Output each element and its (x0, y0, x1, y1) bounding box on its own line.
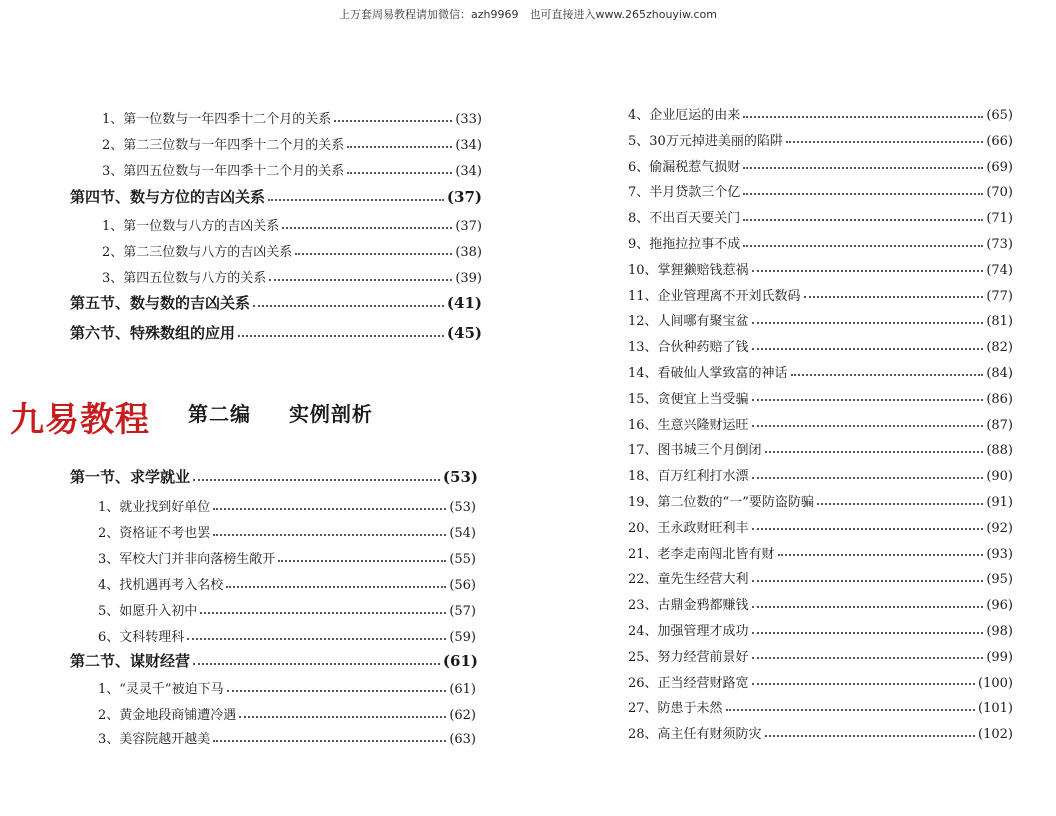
toc-entry-title: 6、文科转理科 (98, 630, 185, 645)
toc-leader-dots (752, 683, 975, 685)
toc-entry-title: 14、看破仙人掌致富的神话 (628, 366, 788, 381)
toc-entry (98, 704, 476, 723)
toc-entry-title: 5、如愿升入初中 (98, 604, 198, 619)
toc-leader-dots (226, 586, 446, 588)
toc-leader-dots (213, 508, 446, 510)
toc-entry (628, 181, 1013, 200)
toc-entry-title: 12、人间哪有聚宝盆 (628, 314, 749, 330)
toc-entry-title: 13、合伙种药赔了钱 (628, 340, 749, 356)
toc-leader-dots (752, 477, 984, 479)
toc-entry-page: (71) (986, 211, 1013, 227)
toc-entry-page: (57) (449, 604, 476, 619)
toc-entry-page: (61) (442, 652, 478, 670)
toc-entry (102, 134, 482, 153)
toc-entry (628, 672, 1013, 691)
toc-entry-page: (33) (455, 112, 482, 127)
toc-entry-title: 第一节、求学就业 (70, 468, 191, 486)
toc-entry-title: 1、第一位数与一年四季十二个月的关系 (102, 112, 332, 127)
toc-leader-dots (193, 479, 440, 481)
toc-entry-title: 23、古鼎金鸦都赚钱 (628, 598, 749, 614)
toc-entry (628, 233, 1013, 252)
toc-entry-title: 9、拖拖拉拉事不成 (628, 237, 741, 252)
toc-entry (628, 620, 1013, 639)
toc-leader-dots (726, 709, 975, 711)
toc-entry-title: 27、防患于未然 (628, 701, 723, 717)
toc-entry (628, 362, 1013, 381)
toc-leader-dots (752, 399, 984, 401)
toc-entry-page: (54) (449, 526, 476, 541)
toc-entry (98, 600, 476, 619)
toc-entry (628, 285, 1013, 304)
toc-entry-page: (37) (455, 219, 482, 234)
toc-entry-title: 10、掌狸獭赔钱惹祸 (628, 262, 749, 278)
toc-entry-page: (63) (449, 732, 476, 747)
toc-entry (98, 548, 476, 567)
toc-entry (628, 130, 1013, 149)
toc-leader-dots (213, 534, 446, 536)
toc-entry-page: (62) (449, 708, 476, 723)
toc-entry-page: (88) (986, 443, 1013, 459)
toc-entry (628, 568, 1013, 587)
toc-leader-dots (238, 335, 444, 337)
toc-leader-dots (282, 227, 452, 229)
toc-entry (102, 241, 482, 260)
toc-entry (98, 522, 476, 541)
toc-leader-dots (752, 322, 984, 324)
toc-leader-dots (752, 528, 984, 530)
toc-entry-page: (98) (986, 624, 1013, 639)
toc-entry (628, 104, 1013, 123)
toc-entry (628, 310, 1013, 329)
toc-entry-page: (69) (986, 159, 1013, 175)
toc-entry-page: (55) (449, 552, 476, 567)
header-banner: 上万套周易教程请加微信：azh9969 也可直接进入www.265zhouyiw.com (339, 8, 717, 21)
toc-leader-dots (786, 141, 983, 143)
toc-entry (628, 517, 1013, 536)
toc-entry (98, 626, 476, 645)
toc-leader-dots (765, 735, 975, 737)
toc-entry (628, 594, 1013, 613)
toc-leader-dots (227, 690, 447, 692)
toc-entry (628, 207, 1013, 226)
toc-leader-dots (752, 348, 984, 350)
part-name: 实例剖析 (288, 402, 373, 426)
toc-entry (102, 267, 482, 286)
toc-entry-title: 1、就业找到好单位 (98, 500, 211, 515)
toc-entry-page: (38) (455, 245, 482, 260)
toc-leader-dots (334, 120, 452, 122)
toc-leader-dots (752, 657, 984, 659)
toc-entry-title: 3、第四五位数与一年四季十二个月的关系 (102, 164, 345, 179)
toc-leader-dots (817, 503, 983, 505)
part-number: 第二编 (188, 402, 251, 426)
toc-leader-dots (804, 296, 984, 298)
toc-entry-page: (90) (986, 469, 1013, 485)
toc-entry (628, 156, 1013, 175)
toc-leader-dots (347, 172, 452, 174)
toc-entry-page: (41) (446, 294, 482, 312)
toc-entry-page: (53) (442, 468, 478, 486)
toc-entry-page: (100) (978, 675, 1013, 691)
toc-leader-dots (253, 305, 444, 307)
toc-entry-page: (74) (986, 262, 1013, 278)
toc-entry-title: 18、百万红利打水漂 (628, 469, 749, 485)
toc-leader-dots (268, 199, 444, 201)
toc-entry-page: (87) (986, 417, 1013, 433)
toc-entry-page: (65) (986, 108, 1013, 123)
toc-leader-dots (743, 219, 983, 221)
toc-entry-title: 第二节、谋财经营 (70, 652, 191, 670)
toc-entry-title: 2、第二三位数与八方的吉凶关系 (102, 245, 293, 260)
toc-entry-page: (34) (455, 138, 482, 153)
toc-leader-dots (193, 663, 440, 665)
toc-entry-page: (101) (978, 701, 1013, 717)
toc-leader-dots (743, 245, 983, 247)
toc-entry (628, 543, 1013, 562)
toc-leader-dots (778, 554, 984, 556)
toc-leader-dots (200, 612, 446, 614)
toc-entry-title: 5、30万元掉进美丽的陷阱 (628, 133, 783, 149)
toc-leader-dots (752, 632, 984, 634)
toc-entry (628, 259, 1013, 278)
watermark-logo: 九易教程 (10, 400, 150, 440)
toc-entry (628, 336, 1013, 355)
toc-leader-dots (752, 606, 984, 608)
toc-entry-page: (96) (986, 598, 1013, 614)
toc-leader-dots (743, 167, 983, 169)
toc-leader-dots (295, 253, 452, 255)
toc-entry (628, 439, 1013, 458)
toc-entry-page: (93) (986, 546, 1013, 562)
toc-entry (70, 322, 482, 343)
toc-entry (98, 574, 476, 593)
toc-entry-page: (73) (986, 237, 1013, 252)
toc-entry-page: (91) (986, 495, 1013, 510)
toc-entry (98, 678, 476, 697)
toc-entry-title: 第六节、特殊数组的应用 (70, 324, 236, 342)
toc-entry (70, 292, 482, 313)
toc-leader-dots (743, 116, 983, 118)
toc-entry-page: (37) (446, 188, 482, 206)
toc-entry-title: 20、王永政财旺利丰 (628, 520, 749, 536)
toc-leader-dots (752, 580, 984, 582)
toc-entry (628, 465, 1013, 484)
toc-entry-title: 25、努力经营前景好 (628, 649, 749, 665)
toc-entry (628, 388, 1013, 407)
toc-entry-page: (59) (449, 630, 476, 645)
toc-entry (70, 650, 478, 671)
toc-entry (628, 414, 1013, 433)
toc-entry-title: 22、童先生经营大利 (628, 572, 749, 588)
toc-entry (102, 160, 482, 179)
toc-entry-title: 8、不出百天要关门 (628, 211, 741, 227)
toc-entry-page: (34) (455, 164, 482, 179)
toc-entry (102, 108, 482, 127)
toc-entry (628, 646, 1013, 665)
toc-leader-dots (752, 425, 984, 427)
part-title (188, 398, 373, 427)
toc-entry-title: 1、“灵灵千”被迫下马 (98, 682, 224, 697)
toc-entry-title: 2、资格证不考也罢 (98, 526, 211, 541)
toc-entry-title: 1、第一位数与八方的吉凶关系 (102, 219, 280, 234)
toc-entry (628, 697, 1013, 716)
toc-entry-title: 4、找机遇再考入名校 (98, 578, 224, 593)
toc-entry-title: 3、美容院越开越美 (98, 732, 211, 747)
toc-entry-title: 7、半月贷款三个亿 (628, 185, 741, 201)
toc-entry-page: (45) (446, 324, 482, 342)
toc-entry-title: 26、正当经营财路宽 (628, 675, 749, 691)
toc-leader-dots (278, 560, 446, 562)
toc-leader-dots (765, 451, 984, 453)
toc-entry-page: (81) (986, 314, 1013, 330)
toc-entry-page: (86) (986, 391, 1013, 407)
toc-entry-title: 2、黄金地段商铺遭冷遇 (98, 708, 237, 723)
toc-leader-dots (269, 279, 452, 281)
toc-entry-title: 第五节、数与数的吉凶关系 (70, 294, 251, 312)
toc-entry (98, 496, 476, 515)
toc-entry-title: 15、贪便宜上当受骗 (628, 391, 749, 407)
toc-leader-dots (213, 740, 446, 742)
toc-entry-title: 6、偷漏税惹气损财 (628, 159, 741, 175)
toc-entry-title: 24、加强管理才成功 (628, 624, 749, 639)
toc-entry-page: (84) (986, 366, 1013, 381)
toc-entry-page: (70) (986, 185, 1013, 201)
toc-entry-title: 16、生意兴隆财运旺 (628, 417, 749, 433)
toc-entry (628, 723, 1013, 742)
toc-entry-title: 19、第二位数的“一”要防盗防骗 (628, 495, 814, 510)
toc-entry-page: (92) (986, 520, 1013, 536)
toc-leader-dots (239, 716, 446, 718)
toc-leader-dots (347, 146, 452, 148)
toc-entry-title: 4、企业厄运的由来 (628, 108, 741, 123)
toc-entry-title: 11、企业管理离不开刘氏数码 (628, 288, 801, 304)
toc-entry (98, 728, 476, 747)
toc-entry-title: 17、图书城三个月倒闭 (628, 443, 762, 459)
toc-entry-page: (82) (986, 340, 1013, 356)
toc-leader-dots (752, 270, 984, 272)
toc-entry-page: (66) (986, 133, 1013, 149)
toc-leader-dots (743, 193, 983, 195)
toc-entry-page: (61) (449, 682, 476, 697)
toc-entry-page: (53) (449, 500, 476, 515)
toc-entry-page: (39) (455, 271, 482, 286)
toc-entry (70, 466, 478, 487)
toc-entry (70, 186, 482, 207)
toc-entry-page: (99) (986, 649, 1013, 665)
toc-leader-dots (791, 374, 984, 376)
toc-entry-page: (95) (986, 572, 1013, 588)
toc-entry-title: 3、第四五位数与八方的关系 (102, 271, 267, 286)
toc-entry (628, 491, 1013, 510)
toc-entry-title: 28、高主任有财须防灾 (628, 727, 762, 743)
toc-entry-page: (102) (978, 727, 1013, 743)
toc-leader-dots (187, 638, 446, 640)
toc-entry-page: (77) (986, 288, 1013, 304)
toc-entry-title: 第四节、数与方位的吉凶关系 (70, 188, 266, 206)
toc-entry-title: 2、第二三位数与一年四季十二个月的关系 (102, 138, 345, 153)
toc-entry-title: 3、军校大门并非向落榜生敞开 (98, 552, 276, 567)
toc-entry-page: (56) (449, 578, 476, 593)
toc-entry (102, 215, 482, 234)
toc-entry-title: 21、老李走南闯北皆有财 (628, 546, 775, 562)
